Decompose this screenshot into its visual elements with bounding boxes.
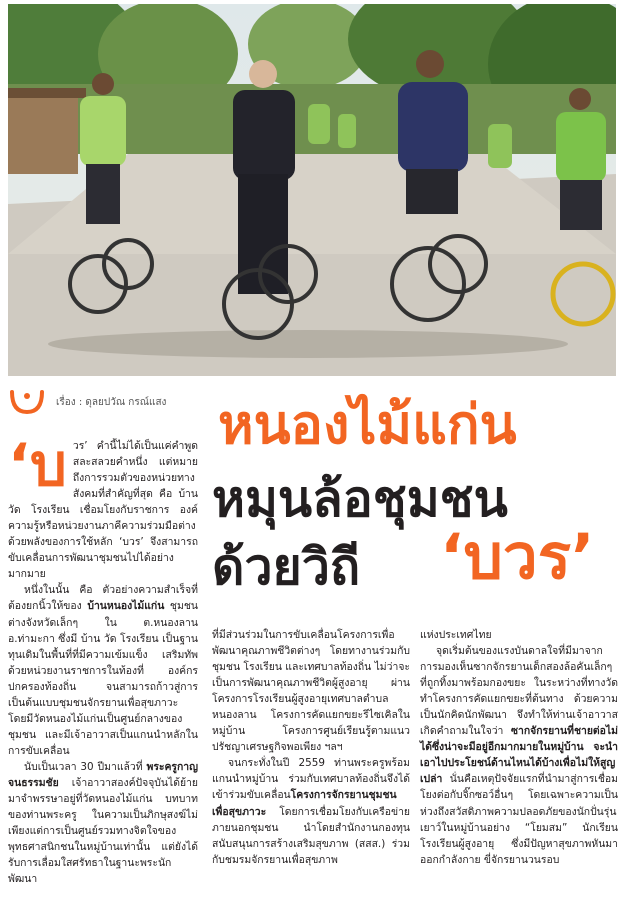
emphasis-text: โครงการจักรยานชุมชนเพื่อสุขภาวะ [212, 789, 397, 818]
emphasis-text: พระครูกาญจนธรรมชัย [8, 760, 198, 789]
paragraph-text: จุดเริ่มต้นของแรงบันดาลใจที่มีมาจากการมองเห็นซากจักรยานเด็กสองล้อคันเล็กๆ ที่ถูกทิ้งมาพร้อมกองขยะ ในระหว่างที่ทางวัดทำโครงการคัดแยกขยะที่ต้นทาง ด้วยความเป็นนักคิดนักพัฒนา จึงทำให้ท่านเจ้าอาวาสเกิดคำถามในใจว่า [420, 645, 618, 738]
paragraph-text: เจ้าอาวาสองค์ปัจจุบันได้ย้ายมาจำพรรษาอยู่ที่วัดหนองไม้แก่น บทบาทของท่านพระครู ในความเป็นภิกษุสงฆ์ไม่เพียงแต่การเป็นศูนย์รวมทางจิตใจของพุทธศาสนิกชนในหมู่บ้านเท่านั้น แต่ยังได้รับการเลื่อมใสศรัทธาในฐานะพระนักพัฒนา [8, 776, 198, 886]
paragraph [8, 582, 198, 759]
byline-author: เรื่อง : ดุลยปวัณ กรณ์แสง [56, 396, 167, 408]
headline-line1: หนองไม้แก่น [218, 393, 517, 456]
paragraph-text: จนกระทั่งในปี 2559 ท่านพระครูพร้อมแกนนำหมู่บ้าน ร่วมกับเทศบาลท้องถิ่นจึงได้เข้าร่วมขับเคลื่อน [212, 757, 410, 802]
headline-line2: หมุนล้อชุมชน [212, 470, 508, 528]
paragraph-text: วร’ คำนี้ไม่ได้เป็นแค่คำพูดสละสลวยคำหนึ่ง แต่หมายถึงการรวมตัวของหน่วยทางสังคมที่สำคัญที่สุด คือ บ้าน วัด โรงเรียน เชื่อมโยงกับราชการ องค์ความรู้หรือหน่วยงานภาคีความร่วมมือต่าง ด้วยพลังของการใช้หลัก ‘บวร’ จึงสามารถขับเคลื่อนการพัฒนาชุมชนไปได้อย่างมากมาย [8, 440, 198, 581]
emphasis-text: บ้านหนองไม้แก่น [87, 600, 165, 613]
paragraph-text: แห่งประเทศไทย [420, 629, 492, 641]
headline-line3: ด้วยวิถี [212, 538, 361, 596]
paragraph [8, 431, 198, 582]
paragraph-text: ชุมชนต่างจังหวัดเล็กๆ ใน ต.หนองลาน อ.ท่ามะกา ซึ่งมี บ้าน วัด โรงเรียน เป็นฐานทุนเดิมในพื้นที่ที่มีความเข้มแข็ง เสริมทัพด้วยหน่วยงานราชการในท้องที่ องค์กรปกครองท้องถิ่น จนสามารถก้าวสู่การเป็นต้นแบบชุมชนจักรยานเพื่อสุขภาวะ โดยมีวัดหนองไม้แก่นเป็นศูนย์กลางของชุมชน และมีเจ้าอาวาสเป็นแกนนำหลักในการขับเคลื่อน [8, 600, 198, 757]
paragraph-text: โดยการเชื่อมโยงกับเครือข่ายภายนอกชุมชน นำโดยสำนักงานกองทุนสนับสนุนการสร้างเสริมสุขภาพ (สสส.) ร่วมกับชมรมจักรยานเพื่อสุขภาพ [212, 805, 410, 866]
article-column-3 [420, 627, 618, 868]
headline-highlight: ‘บวร’ [440, 520, 595, 593]
paragraph-text: นั่นคือเหตุปัจจัยแรกที่นำมาสู่การเชื่อมโยงต่อกับจิ๊กซอว์อื่นๆ โดยเฉพาะความเป็นห่วงถึงสวัสดิภาพความปลอดภัยของนักปั่นรุ่นเยาว์ในหมู่บ้านอย่าง “โยมสม” นักเรียนโรงเรียนผู้สูงอายุ ซึ่งมีปัญหาสุขภาพหันมาออกกำลังกาย ขี่จักรยานวนรอบ [420, 773, 618, 866]
paragraph [212, 755, 410, 867]
paragraph [8, 759, 198, 887]
paragraph-text: นับเป็นเวลา 30 ปีมาแล้วที่ [24, 760, 147, 773]
article-column-2 [212, 627, 410, 868]
smile-logo-icon [8, 390, 46, 414]
byline [8, 390, 166, 414]
paragraph [420, 627, 618, 643]
paragraph [212, 627, 410, 755]
drop-cap: ‘บ [8, 431, 67, 499]
emphasis-text: ซากจักรยานที่ชายต่อไม่ได้ซึ่งน่าจะมีอยู่อีกมากมายในหมู่บ้าน จะนำเอาไปประโยชน์ด้านไหนได้บ้างเพื่อไม่ให้สูญเปล่า [420, 725, 618, 786]
cover-photo [8, 4, 616, 376]
paragraph-text: หนึ่งในนั้น คือ ตัวอย่างความสำเร็จที่ต้องยกนิ้วให้ของ [8, 584, 198, 613]
paragraph-text: ที่มีส่วนร่วมในการขับเคลื่อนโครงการเพื่อพัฒนาคุณภาพชีวิตต่างๆ โดยทางานร่วมกับ ชุมชน โรงเรียน และเทศบาลท้องถิ่น ไม่ว่าจะเป็นการพัฒนาคุณภาพชีวิตผู้สูงอายุ ผ่านโครงการโรงเรียนผู้สูงอายุเทศบาลตำบลหนองลาน โครงการคัดแยกขยะรีไซเคิลในหมู่บ้าน โครงการศูนย์เรียนรู้ตามแนวปรัชญาเศรษฐกิจพอเพียง ฯลฯ [212, 629, 410, 754]
paragraph [420, 643, 618, 868]
article-column-1 [8, 431, 198, 887]
